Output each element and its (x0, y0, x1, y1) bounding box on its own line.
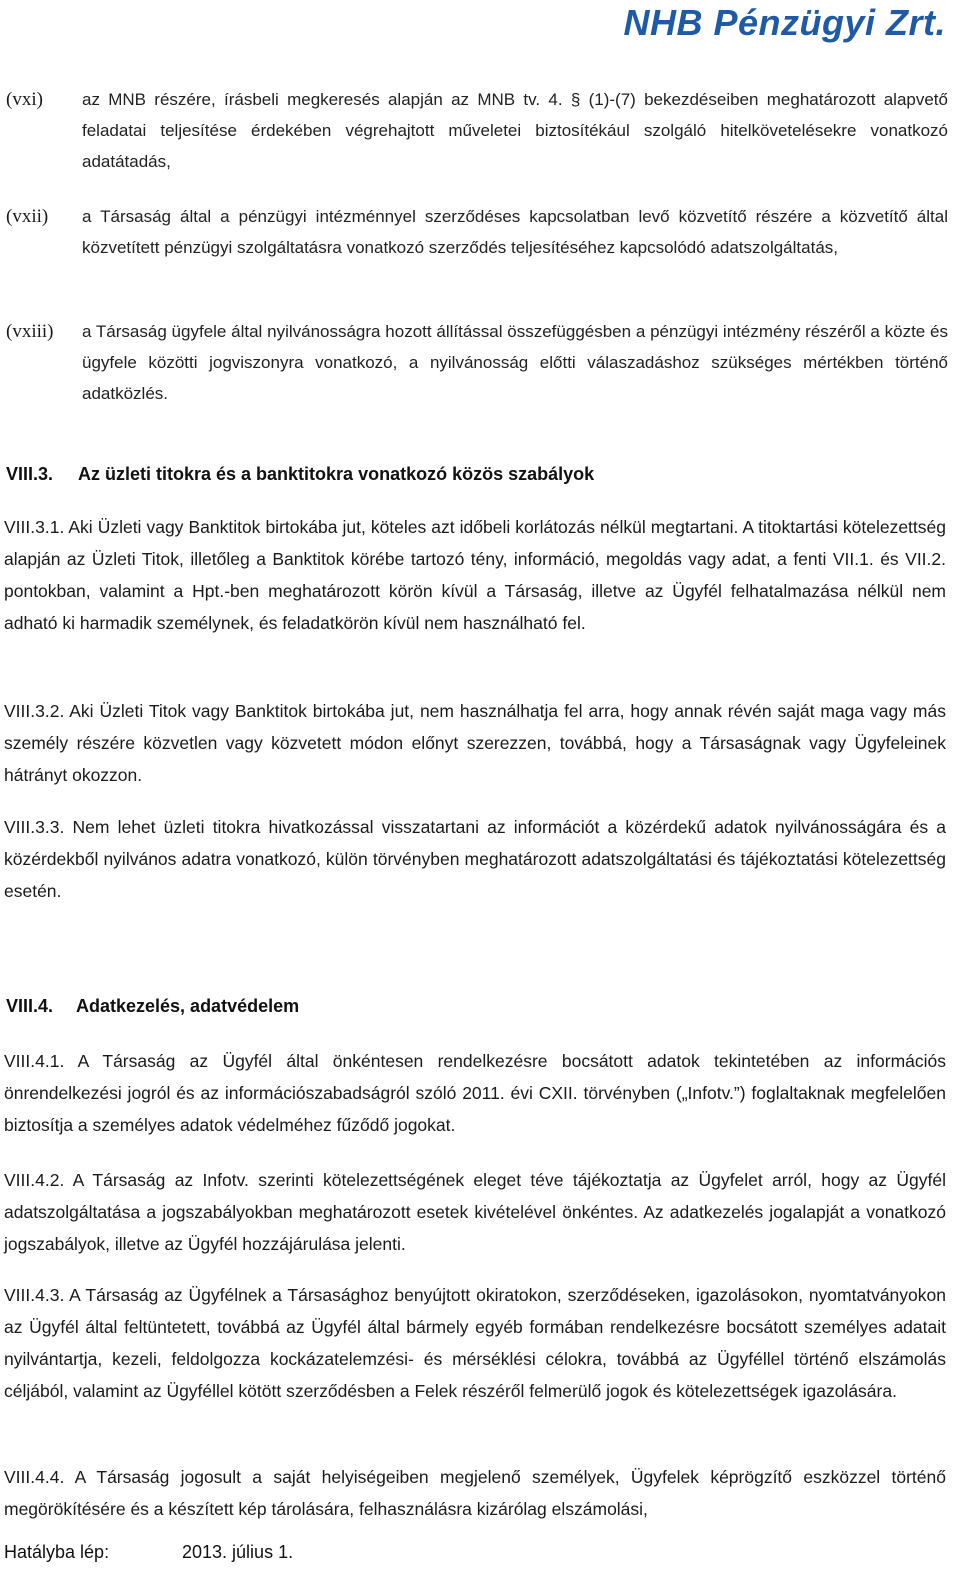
list-item-text: a Társaság által a pénzügyi intézménnyel szerződéses kapcsolatban levő közvetítő részére a közvetítő által közvetített pénzügyi szolgáltatásra vonatkozó szerződés teljesítéséhez kapcsolódó adatszolgáltatás, (82, 207, 948, 257)
list-item-number: (vxii) (6, 206, 49, 227)
section-heading (6, 464, 594, 485)
paragraph: VIII.3.2. Aki Üzleti Titok vagy Banktitok birtokába jut, nem használhatja fel arra, hogy annak révén saját maga vagy más személy részére közvetlen vagy közvetett módon előnyt szerezzen, továbbá, hogy a Társaságnak vagy Ügyfeleinek hátrányt okozzon. (4, 701, 946, 785)
section-number: VIII.3. (6, 464, 54, 484)
list-item-text: a Társaság ügyfele által nyilvánosságra hozott állítással összefüggésben a pénzügyi intézmény részéről a közte és ügyfele közötti jogviszonyra vonatkozó, a nyilvánosság előtti válaszadáshoz szükséges mértékben történő adatközlés. (82, 322, 948, 403)
paragraph: VIII.3.1. Aki Üzleti vagy Banktitok birtokába jut, köteles azt időbeli korlátozás nélkül megtartani. A titoktartási kötelezettség alapján az Üzleti Titok, illetőleg a Banktitok körébe tartozó tény, információ, megoldás vagy adat, a fenti VII.1. és VII.2. pontokban, valamint a Hpt.-ben meghatározott körön kívül a Társaság, illetve az Ügyfél felhatalmazása nélkül nem adható ki harmadik személynek, és feladatkörön kívül nem használható fel. (4, 517, 946, 633)
paragraph: VIII.4.4. A Társaság jogosult a saját helyiségeiben megjelenő személyek, Ügyfelek képrögzítő eszközzel történő megörökítésére és a készített kép tárolására, felhasználásra kizárólag elszámolási, (4, 1467, 946, 1519)
list-item-number: (vxi) (6, 89, 43, 110)
effective-date-label: Hatályba lép: (4, 1542, 110, 1562)
paragraph: VIII.4.1. A Társaság az Ügyfél által önkéntesen rendelkezésre bocsátott adatok tekintetében az információs önrendelkezési jogról és az információszabadságról szóló 2011. évi CXII. törvényben („Infotv.”) foglaltaknak megfelelően biztosítja a személyes adatok védelméhez fűződő jogokat. (4, 1051, 946, 1135)
effective-date-value: 2013. július 1. (182, 1542, 294, 1562)
paragraph: VIII.3.3. Nem lehet üzleti titokra hivatkozással visszatartani az információt a közérdekű adatok nyilvánosságára és a közérdekből nyilvános adatra vonatkozó, külön törvényben meghatározott adatszolgáltatási és tájékoztatási kötelezettség esetén. (4, 817, 946, 901)
list-item (0, 316, 948, 409)
effective-date-footer (4, 1542, 293, 1563)
section-title: Adatkezelés, adatvédelem (76, 996, 300, 1016)
section-heading (6, 996, 299, 1017)
paragraph: VIII.4.3. A Társaság az Ügyfélnek a Társasághoz benyújtott okiratokon, szerződéseken, igazolásokon, nyomtatványokon az Ügyfél által feltüntetett, továbbá az Ügyfél által bármely egyéb formában rendelkezésre bocsátott személyes adatait nyilvántartja, kezeli, feldolgozza kockázatelemzési- és mérséklési célokra, továbbá az Ügyféllel történő elszámolás céljából, valamint az Ügyféllel kötött szerződésben a Felek részéről felmerülő jogok és kötelezettségek igazolására. (4, 1285, 946, 1401)
company-logo-text: NHB Pénzügyi Zrt. (623, 2, 946, 43)
list-item-text: az MNB részére, írásbeli megkeresés alapján az MNB tv. 4. § (1)-(7) bekezdéseiben meghatározott alapvető feladatai teljesítése érdekében végrehajtott műveletei biztosítékául szolgáló hitelkövetelésekre vonatkozó adatátadás, (82, 90, 948, 171)
list-item (0, 84, 948, 177)
list-item (0, 201, 948, 263)
section-title: Az üzleti titokra és a banktitokra vonatkozó közös szabályok (78, 464, 595, 484)
list-item-number: (vxiii) (6, 321, 54, 342)
paragraph: VIII.4.2. A Társaság az Infotv. szerinti kötelezettségének eleget téve tájékoztatja az Ügyfelet arról, hogy az Ügyfél adatszolgáltatása a jogszabályokban meghatározott esetek kivételével önkéntes. Az adatkezelés jogalapját a vonatkozó jogszabályok, illetve az Ügyfél hozzájárulása jelenti. (4, 1170, 946, 1254)
section-number: VIII.4. (6, 996, 54, 1016)
